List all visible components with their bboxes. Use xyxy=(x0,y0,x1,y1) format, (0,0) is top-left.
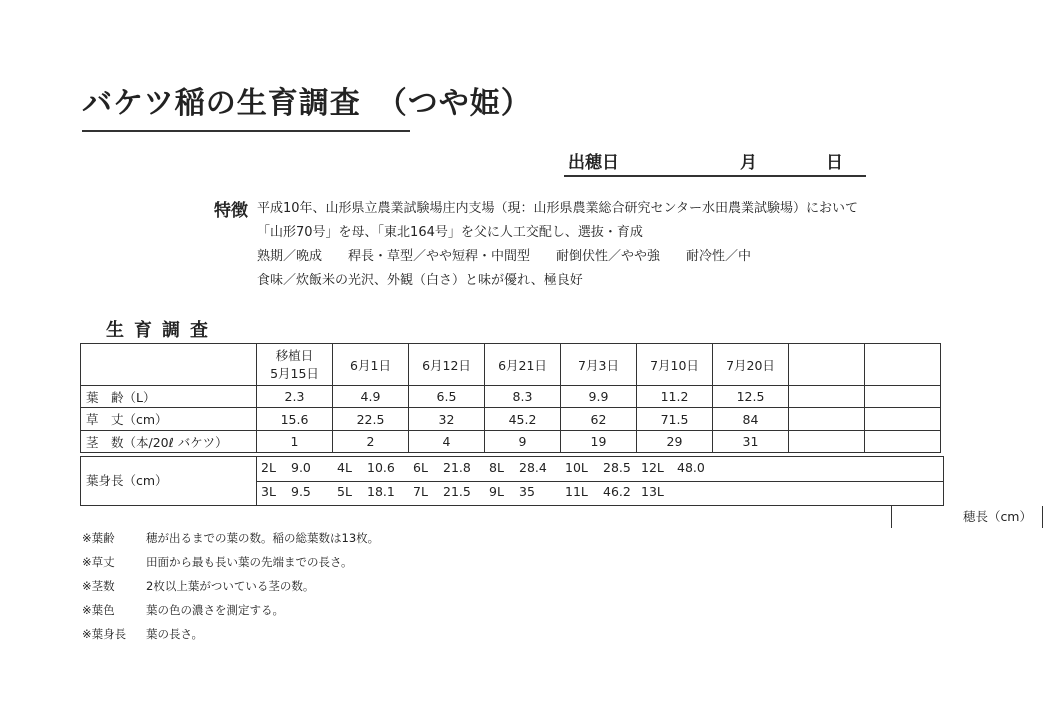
leaf-value: 46.2 xyxy=(603,484,631,499)
leaf-number: 7L xyxy=(413,484,428,499)
table-row xyxy=(81,408,941,431)
leaf-value: 21.8 xyxy=(443,460,471,475)
table-cell: 45.2 xyxy=(485,408,561,431)
leaf-value: 28.5 xyxy=(603,460,631,475)
table-cell: 19 xyxy=(561,431,637,453)
heading-date-day: 日 xyxy=(826,153,843,173)
table-cell xyxy=(789,408,865,431)
ear-length-label: 穂長（cm） xyxy=(891,506,1043,528)
table-cell: 4.9 xyxy=(333,386,409,408)
table-cell: 9.9 xyxy=(561,386,637,408)
leaf-value: 48.0 xyxy=(677,460,705,475)
leaf-value: 28.4 xyxy=(519,460,547,475)
table-header: 7月3日 xyxy=(561,344,637,386)
table-cell: 84 xyxy=(713,408,789,431)
leaf-number: 8L xyxy=(489,460,504,475)
note-text: 葉の長さ。 xyxy=(146,627,204,641)
row-label: 葉 齢（L） xyxy=(81,386,257,408)
leaf-number: 6L xyxy=(413,460,428,475)
leaf-number: 4L xyxy=(337,460,352,475)
table-cell: 32 xyxy=(409,408,485,431)
features-label: 特徴 xyxy=(214,201,248,221)
table-cell xyxy=(865,431,941,453)
leaf-length-row-1 xyxy=(257,457,943,482)
section-title: 生育調査 xyxy=(106,320,218,341)
table-cell: 71.5 xyxy=(637,408,713,431)
leaf-number: 5L xyxy=(337,484,352,499)
table-cell xyxy=(789,386,865,408)
table-header-row xyxy=(81,344,941,386)
leaf-number: 12L xyxy=(641,460,664,475)
table-cell: 6.5 xyxy=(409,386,485,408)
growth-table xyxy=(80,343,941,453)
table-cell: 15.6 xyxy=(257,408,333,431)
leaf-value: 9.5 xyxy=(291,484,311,499)
table-header: 6月12日 xyxy=(409,344,485,386)
table-header xyxy=(865,344,941,386)
heading-date-month: 月 xyxy=(740,153,757,173)
table-cell: 31 xyxy=(713,431,789,453)
table-header: 移植日 5月15日 xyxy=(257,344,333,386)
table-header: 7月10日 xyxy=(637,344,713,386)
note-text: 2枚以上葉がついている茎の数。 xyxy=(146,579,315,593)
note-key: ※草丈 xyxy=(82,555,115,569)
table-header xyxy=(789,344,865,386)
leaf-number: 2L xyxy=(261,460,276,475)
note-text: 葉の色の濃さを測定する。 xyxy=(146,603,284,617)
note-item xyxy=(82,602,284,618)
leaf-length-table xyxy=(80,456,1032,524)
leaf-value: 21.5 xyxy=(443,484,471,499)
table-cell: 62 xyxy=(561,408,637,431)
leaf-number: 10L xyxy=(565,460,588,475)
table-cell: 2 xyxy=(333,431,409,453)
row-label: 草 丈（cm） xyxy=(81,408,257,431)
title-underline xyxy=(82,130,410,132)
heading-date-label: 出穂日 xyxy=(568,153,619,173)
leaf-length-label: 葉身長（cm） xyxy=(81,457,257,505)
table-row xyxy=(81,431,941,453)
leaf-value: 18.1 xyxy=(367,484,395,499)
table-cell: 22.5 xyxy=(333,408,409,431)
table-cell: 11.2 xyxy=(637,386,713,408)
note-item xyxy=(82,530,379,546)
leaf-number: 13L xyxy=(641,484,664,499)
note-key: ※葉身長 xyxy=(82,627,127,641)
table-cell: 12.5 xyxy=(713,386,789,408)
leaf-number: 3L xyxy=(261,484,276,499)
features-line-3: 熟期／晩成 稈長・草型／やや短稈・中間型 耐倒伏性／やや強 耐冷性／中 xyxy=(257,249,752,264)
leaf-number: 9L xyxy=(489,484,504,499)
note-key: ※葉齢 xyxy=(82,531,115,545)
leaf-number: 11L xyxy=(565,484,588,499)
note-key: ※茎数 xyxy=(82,579,115,593)
note-item xyxy=(82,578,314,594)
features-line-4: 食味／炊飯米の光沢、外観（白さ）と味が優れ、極良好 xyxy=(257,273,583,288)
features-line-2: 「山形70号」を母、「東北164号」を父に人工交配し、選抜・育成 xyxy=(257,225,643,240)
table-corner-cell xyxy=(81,344,257,386)
features-line-1: 平成10年、山形県立農業試験場庄内支場（現：山形県農業総合研究センター水田農業試験場）において xyxy=(257,201,859,216)
table-cell: 2.3 xyxy=(257,386,333,408)
note-key: ※葉色 xyxy=(82,603,115,617)
table-cell xyxy=(865,408,941,431)
table-cell: 1 xyxy=(257,431,333,453)
table-cell xyxy=(789,431,865,453)
table-header: 6月1日 xyxy=(333,344,409,386)
table-cell: 29 xyxy=(637,431,713,453)
note-text: 田面から最も長い葉の先端までの長さ。 xyxy=(146,555,353,569)
heading-date-underline xyxy=(564,175,866,177)
table-cell xyxy=(865,386,941,408)
page-title: バケツ稲の生育調査 （つや姫） xyxy=(82,86,532,121)
table-row xyxy=(81,386,941,408)
leaf-value: 10.6 xyxy=(367,460,395,475)
note-item xyxy=(82,554,353,570)
table-header: 6月21日 xyxy=(485,344,561,386)
table-cell: 8.3 xyxy=(485,386,561,408)
note-text: 穂が出るまでの葉の数。稲の総葉数は13枚。 xyxy=(146,531,380,545)
leaf-length-row-2 xyxy=(257,481,1032,524)
leaf-value: 9.0 xyxy=(291,460,311,475)
table-cell: 4 xyxy=(409,431,485,453)
row-label: 茎 数（本/20ℓ バケツ） xyxy=(81,431,257,453)
table-header: 7月20日 xyxy=(713,344,789,386)
leaf-value: 35 xyxy=(519,484,535,499)
note-item xyxy=(82,626,203,642)
table-cell: 9 xyxy=(485,431,561,453)
